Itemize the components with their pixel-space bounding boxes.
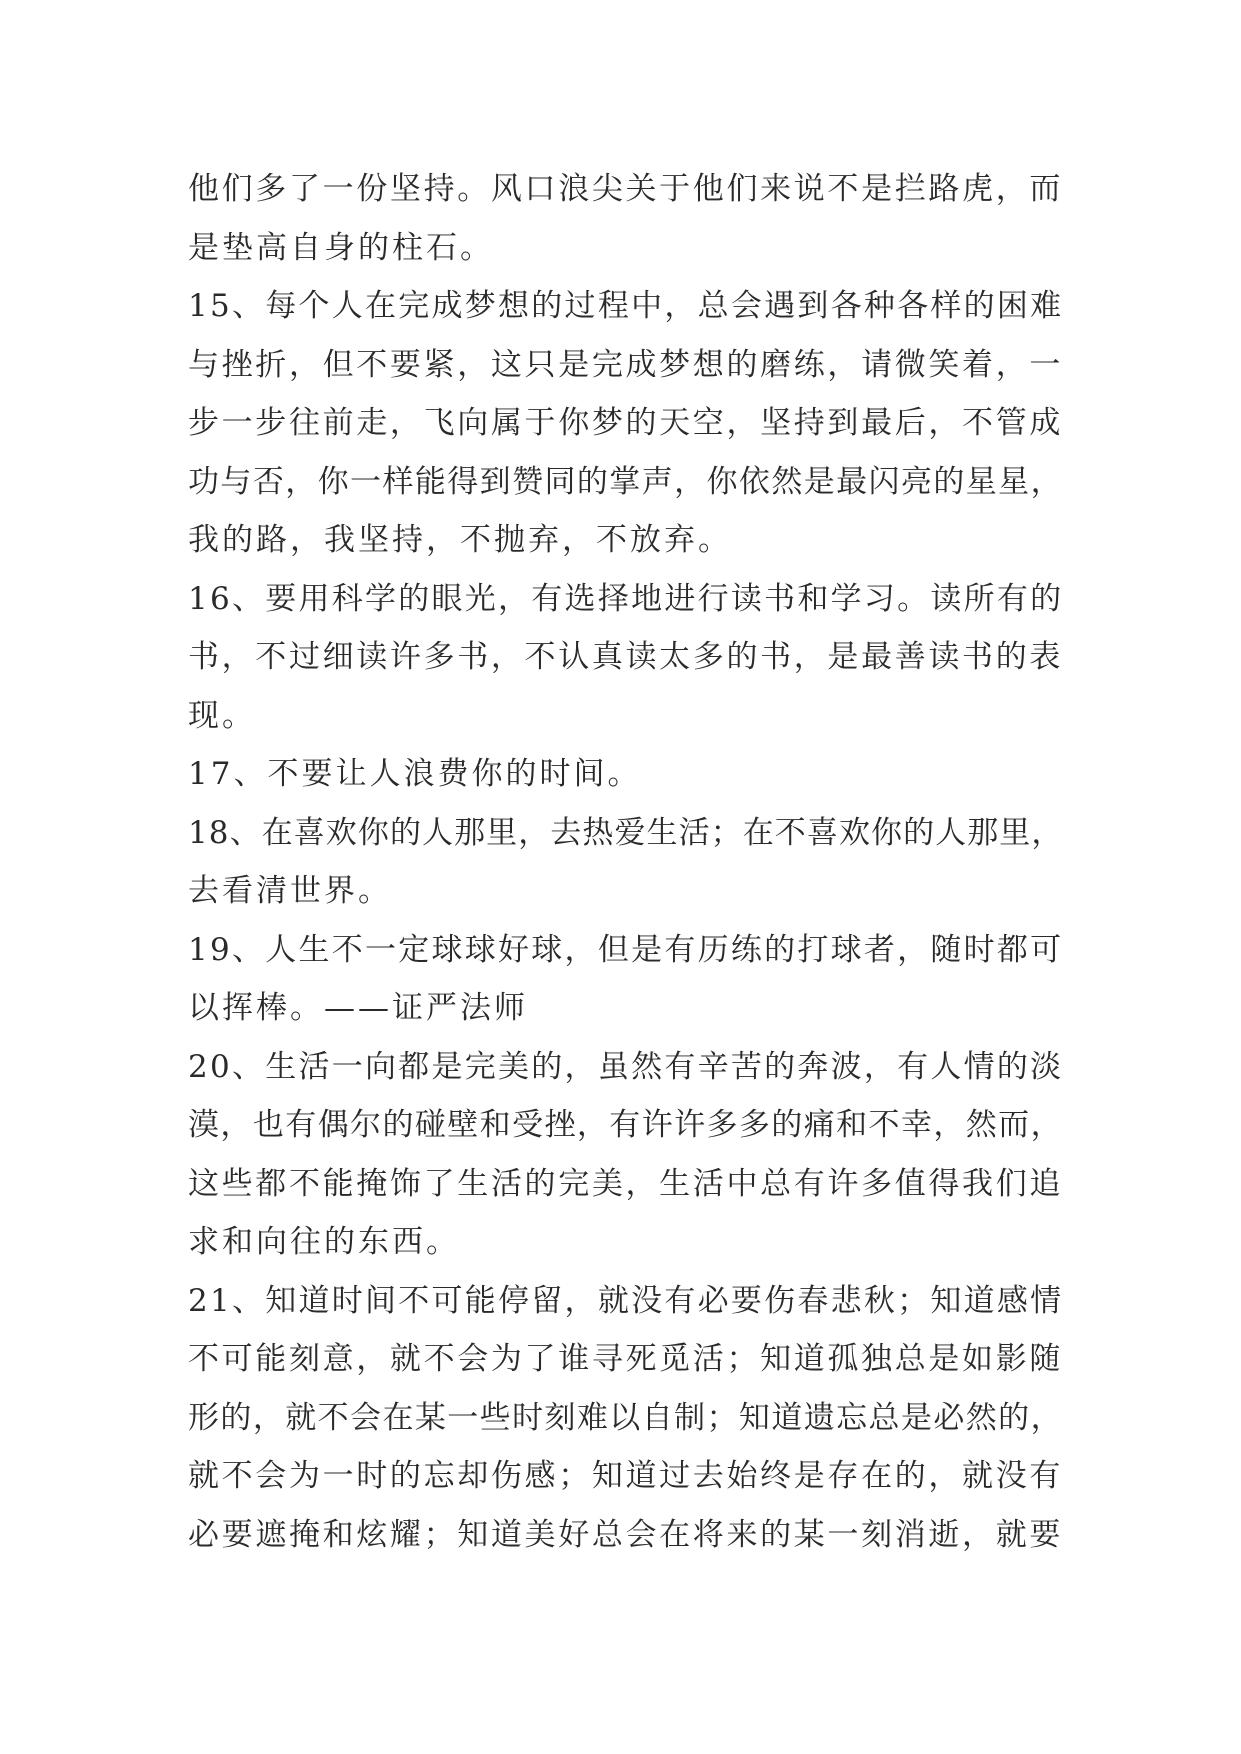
text-line: 是垫高自身的柱石。 — [188, 229, 494, 266]
text-line: 书，不过细读许多书，不认真读太多的书，是最善读书的表 — [188, 639, 1063, 675]
text-line: 18、在喜欢你的人那里，去热爱生活；在不喜欢你的人那里， — [188, 814, 1064, 851]
text-line: 他们多了一份坚持。风口浪尖关于他们来说不是拦路虎，而 — [188, 171, 1063, 207]
text-line: 以挥棒。——证严法师 — [188, 990, 528, 1026]
text-line: 与挫折，但不要紧，这只是完成梦想的磨练，请微笑着，一 — [188, 346, 1063, 383]
text-line: 形的，就不会在某一些时刻难以自制；知道遗忘总是必然的， — [188, 1399, 1063, 1436]
text-line: 求和向往的东西。 — [188, 1224, 460, 1260]
text-line: 步一步往前走，飞向属于你梦的天空，坚持到最后，不管成 — [188, 405, 1063, 441]
text-line: 漠，也有偶尔的碰壁和受挫，有许许多多的痛和不幸，然而， — [188, 1107, 1063, 1143]
text-line: 16、要用科学的眼光，有选择地进行读书和学习。读所有的 — [188, 580, 1064, 617]
text-line: 我的路，我坚持，不抛弃，不放弃。 — [188, 522, 732, 558]
text-line: 21、知道时间不可能停留，就没有必要伤春悲秋；知道感情 — [188, 1282, 1064, 1319]
text-line: 现。 — [188, 697, 256, 734]
text-line: 去看清世界。 — [188, 873, 392, 909]
text-line: 不可能刻意，就不会为了谁寻死觅活；知道孤独总是如影随 — [188, 1341, 1063, 1377]
text-line: 这些都不能掩饰了生活的完美，生活中总有许多值得我们追 — [188, 1165, 1063, 1202]
text-line: 15、每个人在完成梦想的过程中，总会遇到各种各样的困难 — [188, 288, 1064, 324]
text-line: 17、不要让人浪费你的时间。 — [188, 756, 642, 792]
text-line: 19、人生不一定球球好球，但是有历练的打球者，随时都可 — [188, 931, 1064, 968]
text-line: 就不会为一时的忘却伤感；知道过去始终是存在的，就没有 — [188, 1458, 1063, 1494]
text-line: 必要遮掩和炫耀；知道美好总会在将来的某一刻消逝，就要 — [188, 1516, 1063, 1553]
document-body — [188, 160, 1063, 1564]
text-line: 功与否，你一样能得到赞同的掌声，你依然是最闪亮的星星， — [188, 463, 1063, 500]
text-line: 20、生活一向都是完美的，虽然有辛苦的奔波，有人情的淡 — [188, 1048, 1064, 1085]
